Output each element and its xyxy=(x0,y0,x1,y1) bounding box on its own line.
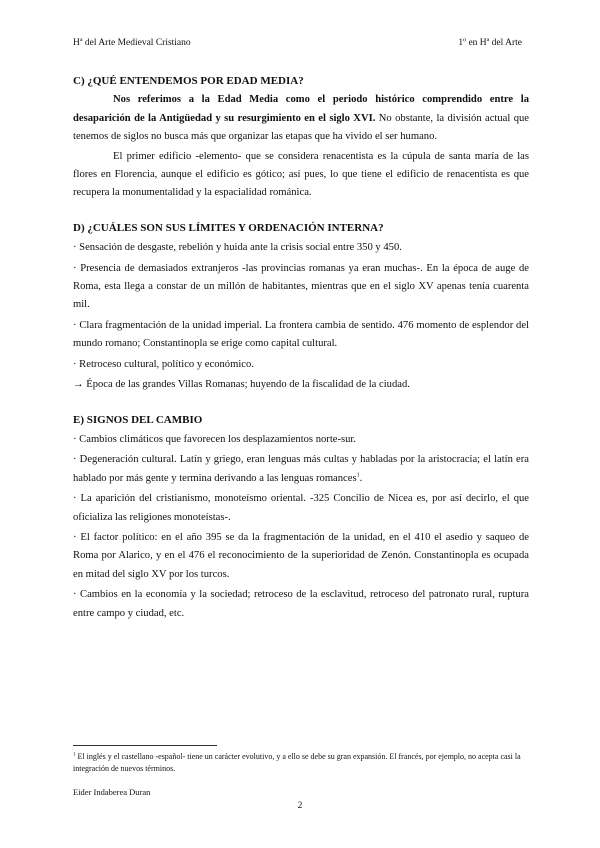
section-c-title: C) ¿QUÉ ENTENDEMOS POR EDAD MEDIA? xyxy=(73,75,304,87)
section-c-paragraph-2: El primer edificio -elemento- que se considera renacentista es la cúpula de santa maría de las flores en Florencia, aunque el edificio es gótico; así pues, lo que tiene el edificio de renacentista es que recupera la monumentalidad y la espacialidad románica. xyxy=(73,150,529,199)
header-course-level: 1º en Hª del Arte xyxy=(458,38,522,48)
section-c-paragraph-1 xyxy=(73,91,529,146)
section-d-item: · Presencia de demasiados extranjeros -las provincias romanas ya eran muchas-. En la época de auge de Roma, esta llega a constar de un millón de habitantes, mientras que en el siglo XV apenas tenía cuarenta mil. xyxy=(73,262,529,311)
section-e-item: · Cambios climáticos que favorecen los desplazamientos norte-sur. xyxy=(73,433,357,445)
section-d xyxy=(73,219,529,395)
section-d-item: → Época de las grandes Villas Romanas; huyendo de la fiscalidad de la ciudad. xyxy=(73,379,410,391)
section-e-item xyxy=(73,451,529,488)
section-c xyxy=(73,72,529,203)
page-number: 2 xyxy=(297,801,303,811)
footnote-text: El inglés y el castellano -español- tiene un carácter evolutivo, y a ello se debe su gran expansión. El francés, por ejemplo, no acepta casi la integración de nuevos términos. xyxy=(73,752,521,773)
footnote-reference[interactable]: 1 xyxy=(356,472,360,479)
section-d-item: · Clara fragmentación de la unidad imperial. La frontera cambia de sentido. 476 momento de esplendor del mundo romano; Constantinopla se erige como capital cultural. xyxy=(73,319,529,350)
section-e-item-end: . xyxy=(359,472,363,484)
section-d-item: · Sensación de desgaste, rebelión y huida ante la crisis social entre 350 y 450. xyxy=(73,242,402,254)
section-e-item-text: · Degeneración cultural. Latín y griego, eran lenguas más cultas y habladas por la aristocracia; el latín era hablado por más gente y termina derivando a las lenguas romances xyxy=(73,454,529,484)
section-c-bold-definition: Nos referimos a la Edad Media como el periodo histórico comprendido entre la desaparición de la Antigüedad y su resurgimiento en el siglo XVI. xyxy=(73,94,529,124)
footnote-mark: 1 xyxy=(73,752,76,758)
section-d-title: D) ¿CUÁLES SON SUS LÍMITES Y ORDENACIÓN INTERNA? xyxy=(73,221,384,234)
section-d-item: · Retroceso cultural, político y económico. xyxy=(73,358,254,370)
section-e-item: · Cambios en la economía y la sociedad; retroceso de la esclavitud, retroceso del patronato rural, ruptura entre campo y ciudad, etc. xyxy=(73,589,529,619)
section-c-paragraph-1-rest: No obstante, la división actual que tenemos de siglos no busca más que organizar las etapas que ha vivido el ser humano. xyxy=(73,112,529,143)
document-body xyxy=(73,72,529,623)
author-name: Eider Indaberea Duran xyxy=(73,787,151,797)
section-e-title: E) SIGNOS DEL CAMBIO xyxy=(73,413,203,426)
section-e xyxy=(73,411,529,623)
section-e-item: · La aparición del cristianismo, monoteísmo oriental. -325 Concilio de Nicea es, por así decirlo, el que oficializa las religiones monoteístas-. xyxy=(73,493,529,523)
header-course-title: Hª del Arte Medieval Cristiano xyxy=(73,38,191,48)
footnote-divider xyxy=(73,745,217,746)
footnote xyxy=(73,751,531,774)
section-e-item: · El factor político: en el año 395 se da la fragmentación de la unidad, en el 410 el asedio y saqueo de Roma por Alarico, y en el 476 el reconocimiento de la superioridad de Zenón. Constantinopla es ocupada en mitad del siglo XV por los turcos. xyxy=(73,531,529,580)
